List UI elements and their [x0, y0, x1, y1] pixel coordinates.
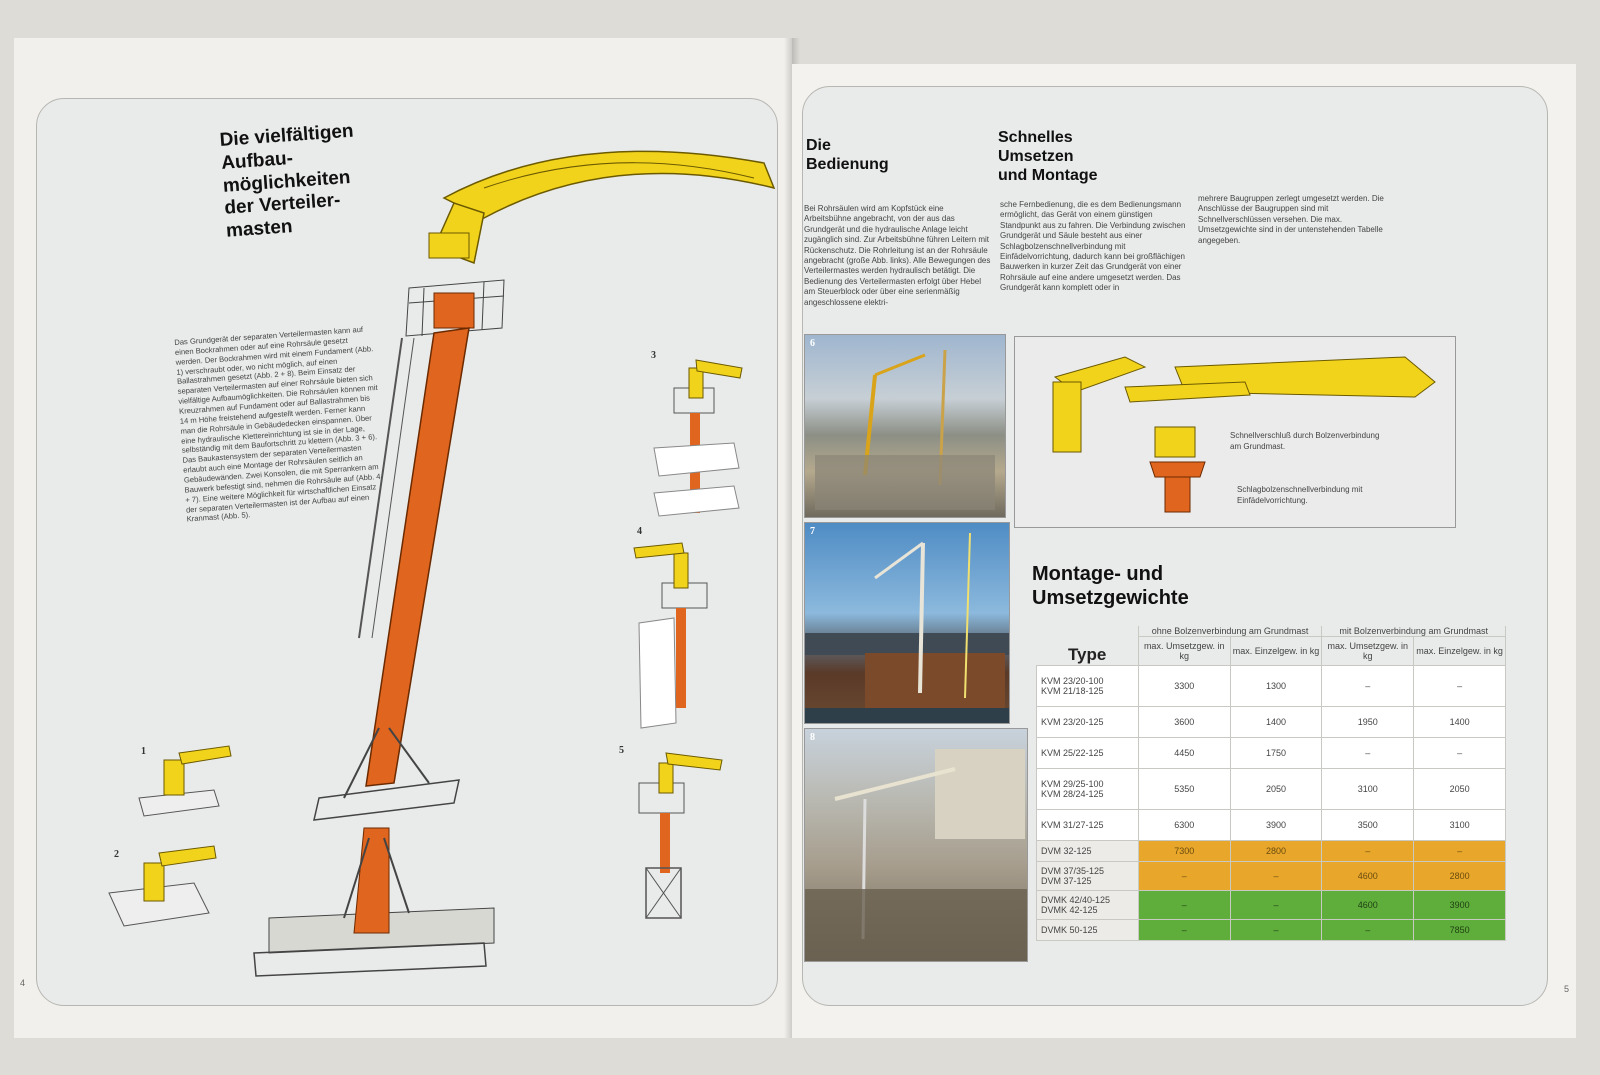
weight-cell: –	[1138, 891, 1230, 920]
weight-cell: 3900	[1414, 891, 1506, 920]
table-row	[1037, 738, 1506, 769]
weight-cell: 3100	[1414, 810, 1506, 841]
heading-operation: Die Bedienung	[806, 137, 889, 174]
sub-header-1: max. Umsetzgew. in kg	[1138, 637, 1230, 666]
connection-drawing	[1014, 336, 1456, 528]
weight-cell: –	[1230, 862, 1322, 891]
weight-cell: 7850	[1414, 920, 1506, 941]
table-row	[1037, 891, 1506, 920]
boom-illustration	[429, 151, 774, 263]
weight-cell: 7300	[1138, 841, 1230, 862]
photo-7-scene	[805, 523, 1009, 723]
weight-cell: 5350	[1138, 769, 1230, 810]
weight-cell: 4450	[1138, 738, 1230, 769]
weight-cell: –	[1414, 738, 1506, 769]
weight-cell: –	[1138, 920, 1230, 941]
base-illustration	[254, 828, 494, 976]
weight-cell: –	[1322, 738, 1414, 769]
type-cell: DVM 32-125	[1037, 841, 1139, 862]
caption-quick-connection: Schlagbolzenschnellverbindung mit Einfädelvorrichtung.	[1237, 485, 1363, 505]
sub-header-3: max. Umsetzgew. in kg	[1322, 637, 1414, 666]
left-page-number: 4	[20, 978, 26, 988]
table-title: Montage- und Umsetzgewichte	[1032, 563, 1189, 609]
weight-cell: –	[1414, 841, 1506, 862]
type-cell: KVM 23/20-125	[1037, 707, 1139, 738]
type-cell: DVMK 50-125	[1037, 920, 1139, 941]
text-column-2: sche Fernbedienung, die es dem Bedienungsmann ermöglicht, das Gerät von einem günstigen Standpunkt aus zu fahren. Die Verbindung zwischen Grundgerät und Säule besteht aus einer Schlagbolzenschnellverbindung mit Einfädelvorrichtung, dadurch kann bei großflächigen Bauwerken in kurzer Zeit das Grundgerät von einer Rohrsäule auf eine andere umgesetzt werden. Das Grundgerät kann komplett oder in	[1000, 200, 1186, 293]
right-page-number: 5	[1564, 984, 1570, 994]
caption-bolt-connection: Schnellverschluß durch Bolzenverbindung am Grundmast.	[1230, 431, 1380, 451]
fig-number-2: 2	[114, 849, 119, 860]
right-page	[792, 64, 1576, 1038]
type-cell: KVM 23/20-100 KVM 21/18-125	[1037, 666, 1139, 707]
table-row	[1037, 769, 1506, 810]
table-group-header-row	[1037, 626, 1506, 637]
left-body-text: Das Grundgerät der separaten Verteilermasten kann auf einen Bockrahmen oder auf eine Rohrsäule gesetzt werden. Der Bockrahmen wird mit einem Fundament (Abb. 1) verschraubt oder, wo nicht möglich, auf einen Ballastrahmen gesetzt (Abb. 2 + 8). Beim Einsatz der separaten Verteilermasten auf einer Rohrsäule bieten sich vielfältige Aufbaumöglichkeiten. Die Rohrsäulen können mit Kreuzrahmen auf Fundament oder auf Ballastrahmen bis 14 m Höhe freistehend aufgestellt werden. Ferner kann man die Rohrsäule in Gebäudedecken einspannen. Über eine hydraulische Klettereinrichtung ist sie in der Lage, selbständig mit dem Baufortschritt zu klettern (Abb. 3 + 6). Das Baukastensystem der separaten Verteilermasten erlaubt auch eine Montage der Rohrsäulen seitlich an Gebäudewänden. Zwei Konsolen, die mit Sperrankern am Bauwerk befestigt sind, nehmen die Rohrsäule auf (Abb. 4 + 7). Eine weitere Möglichkeit für wirtschaftlichen Einsatz der separaten Verteilermasten ist der Aufbau auf einen Kranmast (Abb. 5).	[174, 324, 381, 525]
weight-cell: 6300	[1138, 810, 1230, 841]
photo-number-8: 8	[810, 732, 815, 743]
fig-number-4: 4	[637, 526, 642, 537]
table-row	[1037, 707, 1506, 738]
mast-illustrations	[14, 38, 792, 1038]
tall-column	[314, 328, 469, 820]
left-title: Die vielfältigen Aufbau- möglichkeiten der Verteiler- masten	[219, 120, 355, 242]
table-row	[1037, 810, 1506, 841]
weight-cell: 2050	[1414, 769, 1506, 810]
group-header-1: ohne Bolzenverbindung am Grundmast	[1138, 626, 1322, 637]
fig3-illustration	[654, 360, 742, 516]
text-column-1: Bei Rohrsäulen wird am Kopfstück eine Arbeitsbühne angebracht, von der aus das Grundgerät und die hydraulische Anlage leicht zugänglich sind. Zur Arbeitsbühne führen Leitern mit Rückenschutz. Die Rohrleitung ist an der Rohrsäule angebracht (große Abb. links). Alle Bewegungen des Verteilermastes werden hydraulisch betätigt. Die Bedienung des Verteilermasten erfolgt über Hebel am Steuerblock oder über eine serienmäßig angeschlossene elektri-	[804, 204, 991, 307]
weight-cell: 3600	[1138, 707, 1230, 738]
weight-cell: –	[1230, 891, 1322, 920]
type-cell: DVMK 42/40-125 DVMK 42-125	[1037, 891, 1139, 920]
weight-cell: –	[1322, 841, 1414, 862]
weight-cell: 3900	[1230, 810, 1322, 841]
weight-cell: 1950	[1322, 707, 1414, 738]
weight-cell: 3500	[1322, 810, 1414, 841]
sub-header-2: max. Einzelgew. in kg	[1230, 637, 1322, 666]
platform-illustration	[406, 280, 504, 336]
table-row	[1037, 862, 1506, 891]
heading-relocation: Schnelles Umsetzen und Montage	[998, 129, 1098, 185]
weight-cell: –	[1322, 920, 1414, 941]
type-header: Type	[1067, 645, 1107, 664]
weight-cell: –	[1138, 862, 1230, 891]
weight-cell: –	[1414, 666, 1506, 707]
table-row	[1037, 841, 1506, 862]
weight-cell: –	[1230, 920, 1322, 941]
weights-table	[1036, 626, 1506, 941]
weight-cell: 1750	[1230, 738, 1322, 769]
fig-number-3: 3	[651, 350, 656, 361]
weight-cell: 1400	[1230, 707, 1322, 738]
type-cell: KVM 29/25-100 KVM 28/24-125	[1037, 769, 1139, 810]
photo-6	[804, 334, 1006, 518]
photo-8	[804, 728, 1028, 962]
fig5-illustration	[639, 753, 722, 918]
weight-cell: 1300	[1230, 666, 1322, 707]
table-body	[1037, 666, 1506, 941]
type-cell: DVM 37/35-125 DVM 37-125	[1037, 862, 1139, 891]
photo-8-scene	[805, 729, 1027, 961]
text-column-3: mehrere Baugruppen zerlegt umgesetzt werden. Die Anschlüsse der Baugruppen sind mit Schnellverschlüssen versehen. Die max. Umsetzgewichte sind in der untenstehenden Tabelle angegeben.	[1198, 194, 1384, 245]
table-row	[1037, 666, 1506, 707]
weight-cell: 2800	[1230, 841, 1322, 862]
type-cell: KVM 25/22-125	[1037, 738, 1139, 769]
fig4-illustration	[634, 543, 707, 728]
weight-cell: –	[1322, 666, 1414, 707]
fig-number-5: 5	[619, 745, 624, 756]
group-header-2: mit Bolzenverbindung am Grundmast	[1322, 626, 1506, 637]
weight-cell: 2800	[1414, 862, 1506, 891]
weight-cell: 1400	[1414, 707, 1506, 738]
left-page	[14, 38, 792, 1038]
weight-cell: 4600	[1322, 862, 1414, 891]
table-row	[1037, 920, 1506, 941]
weight-cell: 4600	[1322, 891, 1414, 920]
weight-cell: 3300	[1138, 666, 1230, 707]
photo-6-scene	[805, 335, 1005, 517]
weight-cell: 3100	[1322, 769, 1414, 810]
type-cell: KVM 31/27-125	[1037, 810, 1139, 841]
photo-number-6: 6	[810, 338, 815, 349]
photo-7	[804, 522, 1010, 724]
sub-header-4: max. Einzelgew. in kg	[1414, 637, 1506, 666]
weight-cell: 2050	[1230, 769, 1322, 810]
fig1-illustration	[139, 746, 231, 816]
brochure-spread	[14, 38, 1576, 1038]
fig-number-1: 1	[141, 746, 146, 757]
photo-number-7: 7	[810, 526, 815, 537]
fig2-illustration	[109, 846, 216, 926]
